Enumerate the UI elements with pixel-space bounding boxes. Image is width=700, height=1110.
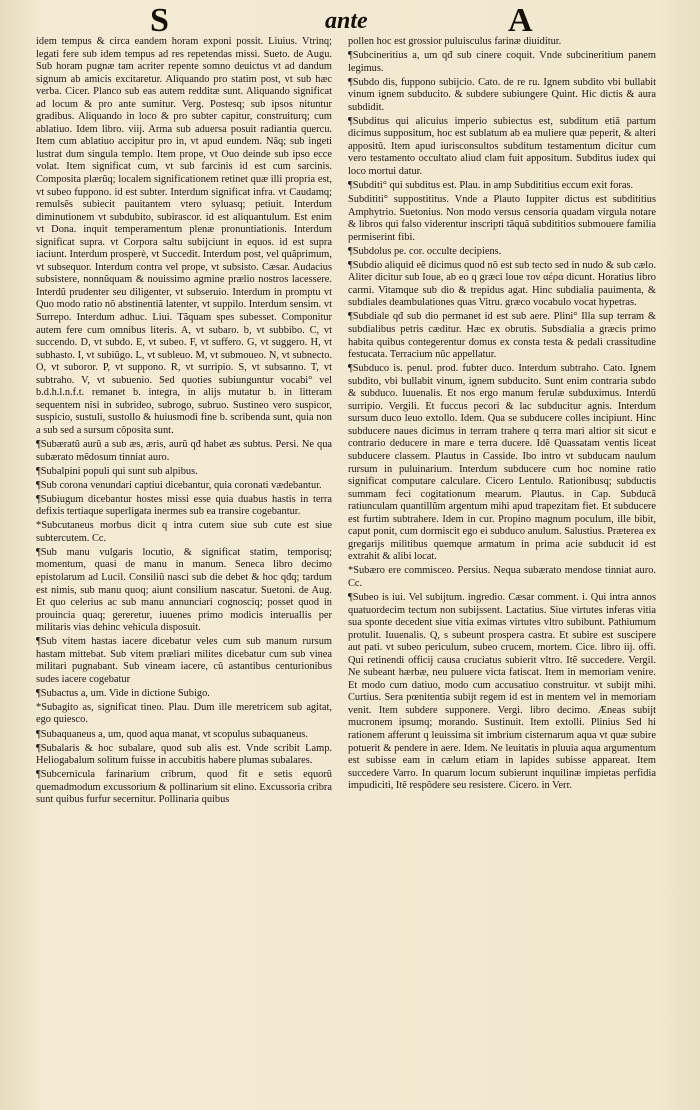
entry-paragraph: ¶Subduco is. penul. prod. fubter duco. Interdum subtraho. Cato. Ignem subdito, vbi bullabit vinum, ignem subducito. Sunt enim contraria subdo & subduco. Iuuenalis. Et nos ergo manum ferulæ subduximus. Interdũ surripio. Vergili. Et fuccus pecori & lac subducitur agnis. Interdum sursum duco leuo extollo. Idem. Qua se subducere colles incipiunt. Hinc subducere naues dicimus in terram trahere q terra mari altior sit sicut e contrario deducere in mare e terra ducere. Idẽ Quassatam ventis liceat subducere classem. Plautus in Casside. Ibo intro vt subducam naulum rursum in puluinarium. Interdum subducere cum hoc nomine ratio significat computare calculare. Cicero Lentulo. Rationibusq; subductis summam feci cogitationum mearum. Plautus. in Cap. Subducã ratiunculam quantillũm argentum mihi apud trapezitam fiet. Et subducere est furtim subtrahere. Idem in cur. Propino magnum poculum, ille bibit, caput ponit, cum dormiscit ego ei subduco anulum. Salustius. Præterea ex gregarijs militibus quemque armatum in prima acie subducit id est extrahit & alibi locat. <box>348 363 656 563</box>
header-title: ante <box>325 8 368 34</box>
right-column <box>348 36 656 1081</box>
entry-paragraph: ¶Subalpini populi qui sunt sub alpibus. <box>36 465 198 477</box>
entry-paragraph: ¶Subdio aliquid eẽ dicimus quod nõ est sub tecto sed in nudo & sub cælo. Aliter dicitur sub Ioue, ab eo q græci loue τον αέρα dicunt. Horatius libro carmi. Vitamque sub dio & trepidus agat. Hinc subdialia pauimenta, & subdiales deambulationes quas Vitru. græco vocabulo vocat hypetras. <box>348 259 656 309</box>
entry-paragraph: ¶Subaquaneus a, um, quod aqua manat, vt scopulus subaquaneus. <box>36 728 308 740</box>
entry-paragraph: *Subagito as, significat tineo. Plau. Dum ille meretricem sub agitat, ego quiesco. <box>36 701 332 726</box>
entry-paragraph: ¶Subcernicula farinarium cribrum, quod fit e setis equorũ quemadmodum excussorium & pollinarium sit elino. Excussoria cribra sunt quibus furfur secernitur. Pollinaria quibus <box>36 769 332 806</box>
entry-paragraph: ¶Subdo dis, fuppono subijcio. Cato. de re ru. Ignem subdito vbi bullabit vinum ignem subducito. & subdere subiungere Quint. Hic dictis & aura subdidit. <box>348 76 656 113</box>
entry-paragraph: ¶Subalaris & hoc subalare, quod sub alis est. Vnde scribit Lamp. Heliogabalum solitum fuisse in accubitis habere plumas subalares. <box>36 742 332 767</box>
entry-paragraph: ¶Sub vitem hastas iacere dicebatur veles cum sub manum rursum hastam mittebat. Sub vitem præliari milites dicebatur cum sub vinea militari pugnabant. Sub vineam iacere, cũ astantibus centurionibus sudes iacere cogebatur <box>36 636 332 685</box>
entry-paragraph: ¶Sub corona venundari captiui dicebantur, quia coronati vædebantur. <box>36 479 322 491</box>
entry-paragraph: *Subcutaneus morbus dicit q intra cutem siue sub cute est siue subtercutem. Cc. <box>36 520 332 544</box>
right-signature-mark: A <box>508 2 533 39</box>
left-column <box>36 36 332 1081</box>
entry-paragraph: ¶Subactus a, um. Vide in dictione Subigo. <box>36 687 210 699</box>
entry-paragraph: ¶Subcineritius a, um qđ sub cinere coquit. Vnde subcineritium panem legimus. <box>348 50 656 74</box>
running-header <box>0 4 700 38</box>
entry-paragraph: idem tempus & circa eandem horam exponi possit. Liuius. Vtrinq; legati fere sub idem tempus ad res repetendas missi. Sueto. de Augu. Sub horam pugnæ tam acriter repente somno deuictus vt ad dandum signum ab amicis excitaretur. Aliquando pro statim post, vt sub hæc verba. Cicer. Planco sub eas autem redditæ sunt. Aliquando significat ad locum & pro ante sumitur. Verg. Postesq; sub ipsos nituntur gradibus. Aliquando in loco & pro subter capitur, construiturq; cum ablatiuo. Idem libro. viij. Arma sub aduersa posuit radiantia quercu. Item cum ablatiuo accipitur pro in, vt apud eundem. Nãq; sub ingeti lustrat dum singula templo. Item prope, vt Ouo deinde sub ipso ecce volat. Item significat cum, vt sub farcinis id est cum sarcinis. Composita plærũq; localem significationem retinet quæ illi propria est, vt subeo fuppono. id est subter. Interdum significat infra. vt Caudamq; remulsẽs subiecit pauitantem vtero syluasq; petiuit. Interdum diminutionem vt subdubito, subirascor. id est aliquantulum. Est enim vt Dona. inquit temperamentum plenæ pronuntiationis. Interdum significat supra. vt Corpora saltu subijciunt in equos. id est supra iaciunt. Interdum prosperè, vt Succedit. Interdum post, vel quãprimum, vt subsequor. Interdum contra vel prope, vt subsisto. Cæsar. Audacius subsistere, nonnũquam & nouissimo agmine prælio nostros lacessere. Interdũ prudenter seu diligenter, vt subseruio. Interdum in promptu vt Quo modo ratio nõ abstinentiã latenter, vt suppilo. Interdum sensim. vt Surrepo. Interdum adhuc. Liui. Tãquam spes subesset. Componitur autem fere cum omnibus literis. A, vt subaro. b, vt subbibo. C, vt succendo. D, vt subdo. E, vt subeo. F, vt suffero. G, vt suggero. H, vt subhasto. I, vt subiũgo. L, vt subleuo. M, vt submoueo. N, vt subnecto. O, vt suboror. P, vt suppono. R, vt surripio. S, vt subsanno. T, vt subtraho. V, vt subuenio. Sed quoties subiunguntur vocabi° vel b.d.h.l.n.f.t. remanet b. integra, in alijs mutatur b. in litteram sequentem nisi in subrideo, subrogo, subruo. Sustineo vero suspicor, suspicio, sustuli, sustollo & huiusmodi fine b. scribenda sunt, quia non a sub sed a sursum cõposita sunt. <box>36 36 332 436</box>
entry-paragraph: Subdititi° suppostititus. Vnde a Plauto Iuppiter dictus est subdititius Amphytrio. Suetonius. Non modo versus censoria quadam virgula notare & libros qui falso viderentur inscripti tãquã subdititios submouere familia permiserint fibi. <box>348 194 656 243</box>
left-signature-mark: S <box>150 2 169 39</box>
entry-paragraph: ¶Subditus qui alicuius imperio subiectus est, subditum etiã partum dicimus suppositum, hoc est sublatum ab ea muliere quæ peperit, & alteri appositũ. Item apud iurisconsultos subditum testamentum dicitur cum vero testamento occultato aliud clam fuit appositum. Subditus iudex qui loco mortui datur. <box>348 115 656 177</box>
entry-paragraph: *Subæro ere commisceo. Persius. Nequa subærato mendose tinniat auro. Cc. <box>348 565 656 589</box>
entry-paragraph: ¶Subditi° qui subditus est. Plau. in amp Subdititius eccum exit foras. <box>348 180 634 192</box>
entry-paragraph: ¶Subeo is iui. Vel subijtum. ingredio. Cæsar comment. i. Qui intra annos quatuordecim tectum non subijssent. Lactatius. Siue virtutes inferas vitia sua sponte decedent siue vitia eximas virtutes vltro subibunt. Pathiumum protulit. Iuuenalis. Q, s subeunt prospera castra. Et subire est suscipere aut pati. vt subeo periculum, subeo crucem, mortem. Cice. libro iij. offi. Qui retinendi officij causa cruciatus subierit vltro. Itẽ succedere. Vergil. Ne subeant hærbæ, neu puluere victa fatiscat. Item in memoriam venire. Et modo cum datiuo, modo cum accusatiuo construitur. vt subijt mihi. Curtius. Sera pœnitentia subijt regem id est in mentem vel in memoriam venit. Item subdere supponere. Vergi. libro decimo. Æneas subijt mucronem ipsumq; morando. Sustinuit. Item extolli. Plinius Sed hi rationem afferunt q leuissima sit imbrium cisternarum aqua vt quæ subire potuerit & pendere in aere. Idem. Ne leuitatis in pluuia aqua argumentum est subisse eam in cælum etiam in lapides subisse appareat. Item succedere Varro. In quarum locum subierunt inquilinæ impietas perfidia impudiciti, Itẽ respõdere seu resistere. Cicero. in Verr. <box>348 592 656 792</box>
entry-paragraph: ¶Subiugum dicebantur hostes missi esse quia duabus hastis in terra defixis tertiaque superligata inermes sub ea transire cogebantur. <box>36 493 332 518</box>
entry-paragraph: ¶Subdiale qđ sub dio permanet id est sub aere. Plini° Illa sup terram & subdialibus petris cæditur. Hæc ex obrutis. Subsdialia a græcis primo habita quibus contegerentur domus ex consta testa & pedali crassitudine festucata. Terracium nũc appellatur. <box>348 311 656 361</box>
entry-paragraph: ¶Sub manu vulgaris locutio, & significat statim, temporisq; momentum, quasi de manu in manum. Seneca libro decimo epistolarum ad Lucil. Consiliũ nasci sub die debet & hoc qđq; tardum est nimis, sub manu quoq; aiunt consilium nascatur. Suetoni. de Aug. Et quo celerius ac sub manu annunciari cognosciq; posset quod in prouincia quaq; gereretur, iuuenes primo modicis interuallis per militaris vias dehinc vehicula disposuit. <box>36 546 332 634</box>
entry-paragraph: ¶Subæratũ aurũ a sub æs, æris, aurũ qđ habet æs subtus. Persi. Ne qua subærato mẽdosum tinniat auro. <box>36 439 332 463</box>
entry-paragraph: pollen hoc est grossior puluisculus farinæ diuiditur. <box>348 36 562 47</box>
entry-paragraph: ¶Subdolus pe. cor. occulte decipiens. <box>348 245 502 257</box>
